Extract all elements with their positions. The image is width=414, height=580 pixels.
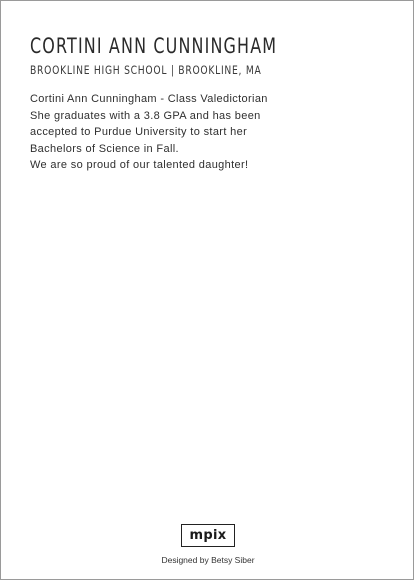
message-line: We are so proud of our talented daughter! — [30, 159, 249, 172]
message-line: Cortini Ann Cunningham - Class Valedictorian — [30, 93, 268, 105]
message-line: accepted to Purdue University to start her — [30, 126, 248, 139]
graduate-name: CORTINI ANN CUNNINGHAM — [30, 34, 278, 58]
school-location: BROOKLINE HIGH SCHOOL | BROOKLINE, MA — [30, 63, 262, 77]
designer-credit: Designed by Betsy Siber — [161, 555, 255, 565]
message-line: She graduates with a 3.8 GPA and has been — [30, 109, 261, 122]
announcement-message — [30, 91, 330, 174]
mpix-logo: mpix — [181, 524, 235, 547]
message-line: Bachelors of Science in Fall. — [30, 142, 179, 155]
